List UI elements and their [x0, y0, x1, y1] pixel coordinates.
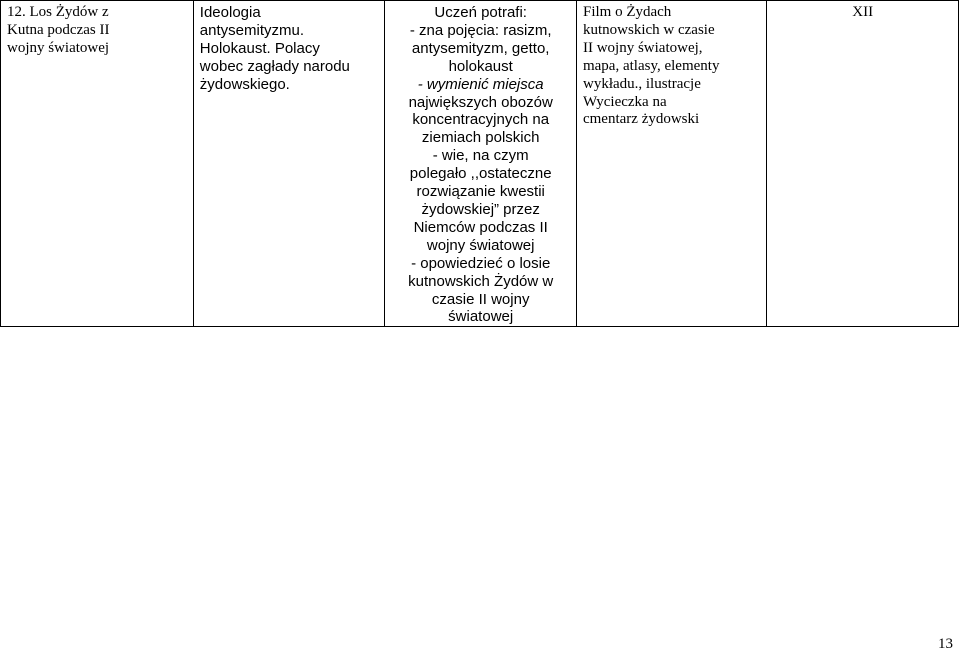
outcome-line: polegało ,,ostateczne: [409, 165, 552, 183]
resources-cell: [576, 1, 766, 327]
content-line: żydowskiego.: [199, 75, 290, 93]
content-line: Ideologia: [199, 4, 261, 21]
resource-line: kutnowskich w czasie: [582, 21, 715, 38]
topic-line: 12. Los Żydów z: [7, 4, 109, 20]
table-row: [1, 1, 959, 327]
content-line: Holokaust. Polacy: [199, 39, 320, 57]
outcome-line: kutnowskich Żydów w: [408, 272, 554, 290]
resource-line: mapa, atlasy, elementy: [582, 57, 720, 74]
outcome-line: - wie, na czym: [432, 147, 529, 165]
outcome-line: największych obozów: [408, 93, 553, 111]
outcome-line: antysemityzm, getto,: [411, 39, 550, 57]
topic-line: wojny światowej: [7, 39, 110, 56]
outcome-line: ziemiach polskich: [421, 129, 540, 147]
content-cell: [193, 1, 385, 327]
outcome-line: wojny światowej: [426, 236, 535, 254]
outcome-line: czasie II wojny: [431, 290, 530, 308]
outcome-line: Niemców podczas II: [413, 218, 548, 236]
content-line: wobec zagłady narodu: [199, 57, 350, 75]
outcome-line: holokaust: [448, 57, 513, 75]
outcome-line: żydowskiej” przez: [421, 200, 540, 218]
outcomes-cell: [385, 1, 577, 327]
content-line: antysemityzmu.: [199, 21, 304, 39]
outcome-line: rozwiązanie kwestii: [416, 183, 545, 201]
page-number: 13: [938, 636, 953, 652]
resource-line: wykładu., ilustracje: [582, 75, 701, 92]
resource-line: Wycieczka na: [582, 93, 667, 110]
outcome-line: światowej: [448, 308, 514, 326]
topic-cell: [1, 1, 194, 327]
outcome-line: koncentracyjnych na: [412, 111, 550, 129]
outcome-line: - zna pojęcia: rasizm,: [409, 21, 552, 39]
resource-line: II wojny światowej,: [582, 39, 703, 56]
resource-line: Film o Żydach: [582, 4, 672, 20]
month-label: XII: [852, 4, 874, 20]
outcomes-heading: Uczeń potrafi:: [434, 4, 527, 21]
outcome-line: - wymienić miejsca: [417, 75, 544, 93]
outcome-line: - opowiedzieć o losie: [411, 254, 551, 272]
resource-line: cmentarz żydowski: [582, 111, 700, 128]
month-cell: [767, 1, 959, 327]
topic-line: Kutna podczas II: [7, 21, 110, 38]
